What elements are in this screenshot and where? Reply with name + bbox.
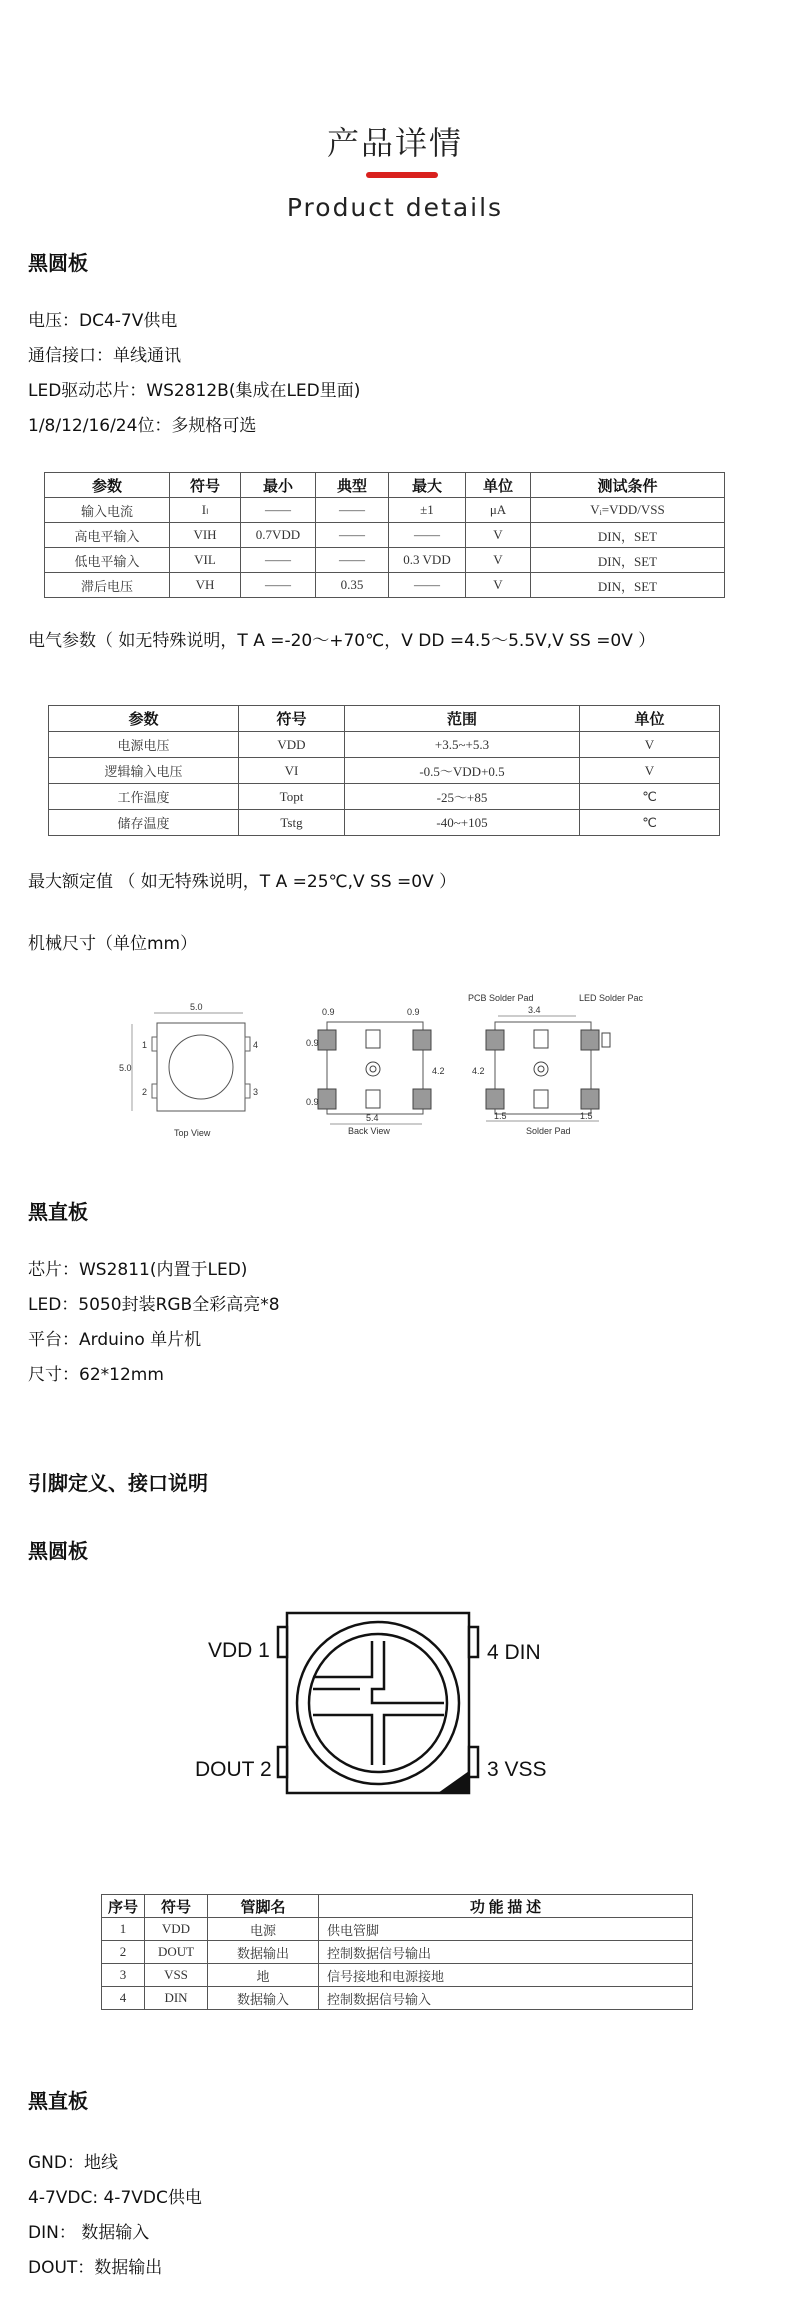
pin-number: 3 [253,1087,259,1097]
table-header: 单位 [466,473,531,498]
table-cell: V [580,758,720,784]
table-cell: Topt [239,784,345,810]
pin-din: DIN： 数据输入 [28,2223,150,2243]
table-cell: 数据输出 [208,1941,319,1964]
table-cell: 电源 [208,1918,319,1941]
table-header: 管脚名 [208,1895,319,1918]
table-cell: 0.35 [316,573,389,598]
title-underline [366,172,438,178]
table-cell: 储存温度 [49,810,239,836]
dimension-heading: 机械尺寸（单位mm） [28,934,198,954]
table-header: 符号 [170,473,241,498]
table-cell: 高电平输入 [45,523,170,548]
table-header: 符号 [145,1895,208,1918]
table-cell: —— [316,498,389,523]
table-header: 最小 [241,473,316,498]
table-row [45,548,725,573]
pinout-diagram [180,1605,610,1805]
table-cell: DIN，SET [531,548,725,573]
table-row [49,732,720,758]
table-header: 参数 [45,473,170,498]
table-cell: ℃ [580,810,720,836]
table-cell: DIN [145,1987,208,2010]
max-rating-note: 最大额定值 （ 如无特殊说明，T A =25℃,V SS =0V ） [28,872,457,892]
round-board-pin-heading: 黑圆板 [28,1539,88,1563]
dim-label: 3.4 [528,1005,541,1015]
pin-label-din: 4 DIN [487,1641,541,1664]
table-cell: DIN，SET [531,523,725,548]
table-cell: 0.3 VDD [389,548,466,573]
back-view-label: Back View [348,1126,390,1136]
table-cell: 3 [102,1964,145,1987]
table-cell: 控制数据信号输出 [319,1941,693,1964]
table-cell: Vᵢ=VDD/VSS [531,498,725,523]
table-row [45,573,725,598]
table-row [49,810,720,836]
dim-label: 0.9 [306,1038,319,1048]
table-row [49,758,720,784]
pin-number: 4 [253,1040,259,1050]
dim-label: 5.4 [366,1113,379,1123]
table-cell: 信号接地和电源接地 [319,1964,693,1987]
table-row [45,498,725,523]
table-cell: —— [316,548,389,573]
back-view [306,1007,445,1136]
table-cell: 低电平输入 [45,548,170,573]
pin-function-table [101,1894,693,2010]
table-header: 功 能 描 述 [319,1895,693,1918]
spec-variants: 1/8/12/16/24位：多规格可选 [28,416,257,436]
solder-pad-label: Solder Pad [526,1126,571,1136]
table-cell: Tstg [239,810,345,836]
table-header: 符号 [239,706,345,732]
spec-chip: 芯片：WS2811(内置于LED) [28,1260,248,1280]
dim-label: 0.9 [322,1007,335,1017]
spec-voltage: 电压：DC4-7V供电 [28,311,178,331]
dim-label: 4.2 [472,1066,485,1076]
table-cell: VIL [170,548,241,573]
table-cell: -40~+105 [345,810,580,836]
table-cell: ±1 [389,498,466,523]
straight-board-pin-heading: 黑直板 [28,2089,88,2113]
table-cell: 滞后电压 [45,573,170,598]
dim-label: 1.5 [494,1111,507,1121]
table-cell: 地 [208,1964,319,1987]
table-cell: V [466,523,531,548]
pin-power: 4-7VDC: 4-7VDC供电 [28,2188,202,2208]
pcb-solder-pad-label: PCB Solder Pad [468,993,534,1003]
top-view [119,1002,258,1138]
spec-driver: LED驱动芯片：WS2812B(集成在LED里面) [28,381,361,401]
table-cell: 1 [102,1918,145,1941]
pin-label-dout: DOUT 2 [195,1758,272,1781]
table-cell: 控制数据信号输入 [319,1987,693,2010]
table-cell: VH [170,573,241,598]
table-header: 范围 [345,706,580,732]
table-cell: -25～+85 [345,784,580,810]
table-header-row [45,473,725,498]
straight-board-heading: 黑直板 [28,1200,88,1224]
table-row [102,1918,693,1941]
table-cell: V [466,548,531,573]
table-row [102,1964,693,1987]
mechanical-drawing [110,988,670,1154]
table-row [102,1987,693,2010]
table-row [49,784,720,810]
table-cell: DOUT [145,1941,208,1964]
table-cell: ℃ [580,784,720,810]
table-cell: 供电管脚 [319,1918,693,1941]
pin-dout: DOUT：数据输出 [28,2258,163,2278]
pin-label-vss: 3 VSS [487,1758,547,1781]
table-cell: VSS [145,1964,208,1987]
table-cell: V [466,573,531,598]
table-cell: V [580,732,720,758]
table-header: 测试条件 [531,473,725,498]
pin-number: 1 [142,1040,148,1050]
table-cell: 数据输入 [208,1987,319,2010]
table-header: 序号 [102,1895,145,1918]
table-cell: —— [316,523,389,548]
table-cell: —— [241,498,316,523]
table-cell: DIN，SET [531,573,725,598]
dim-label: 5.0 [119,1063,132,1073]
table-header: 参数 [49,706,239,732]
table-cell: VDD [145,1918,208,1941]
table-cell: VDD [239,732,345,758]
table-cell: 4 [102,1987,145,2010]
dim-label: 4.2 [432,1066,445,1076]
table-cell: —— [241,573,316,598]
table-cell: 逻辑输入电压 [49,758,239,784]
page-subtitle: Product details [286,193,504,222]
table-header-row [49,706,720,732]
table-row [45,523,725,548]
pin-number: 2 [142,1087,148,1097]
round-board-heading: 黑圆板 [28,251,88,275]
table-cell: VI [239,758,345,784]
dim-label: 5.0 [190,1002,203,1012]
spec-interface: 通信接口：单线通讯 [28,346,181,366]
table-header-row [102,1895,693,1918]
led-solder-pad-label: LED Solder Pac [579,993,644,1003]
table-cell: Iₗ [170,498,241,523]
spec-platform: 平台：Arduino 单片机 [28,1330,202,1350]
table-cell: 工作温度 [49,784,239,810]
spec-led: LED：5050封装RGB全彩高亮*8 [28,1295,280,1315]
solder-pad-view [468,993,644,1136]
table-cell: —— [389,523,466,548]
table-cell: 0.7VDD [241,523,316,548]
spec-size: 尺寸：62*12mm [28,1365,164,1385]
table-header: 最大 [389,473,466,498]
dim-label: 1.5 [580,1111,593,1121]
table-cell: —— [241,548,316,573]
table-cell: 输入电流 [45,498,170,523]
page-title: 产品详情 [326,124,463,162]
table-cell: 电源电压 [49,732,239,758]
table-row [102,1941,693,1964]
table-header: 单位 [580,706,720,732]
table-cell: VIH [170,523,241,548]
pin-label-vdd: VDD 1 [208,1639,270,1662]
table-cell: μA [466,498,531,523]
table-cell: +3.5~+5.3 [345,732,580,758]
table-cell: —— [389,573,466,598]
dim-label: 0.9 [306,1097,319,1107]
ratings-table [48,705,720,836]
pin-definition-heading: 引脚定义、接口说明 [28,1471,208,1495]
dim-label: 0.9 [407,1007,420,1017]
electrical-params-note: 电气参数（ 如无特殊说明，T A =-20～+70℃，V DD =4.5～5.5V,V SS =0V ） [28,631,656,651]
input-params-table [44,472,725,598]
pin-gnd: GND：地线 [28,2153,118,2173]
top-view-label: Top View [174,1128,211,1138]
table-cell: -0.5～VDD+0.5 [345,758,580,784]
table-header: 典型 [316,473,389,498]
table-cell: 2 [102,1941,145,1964]
